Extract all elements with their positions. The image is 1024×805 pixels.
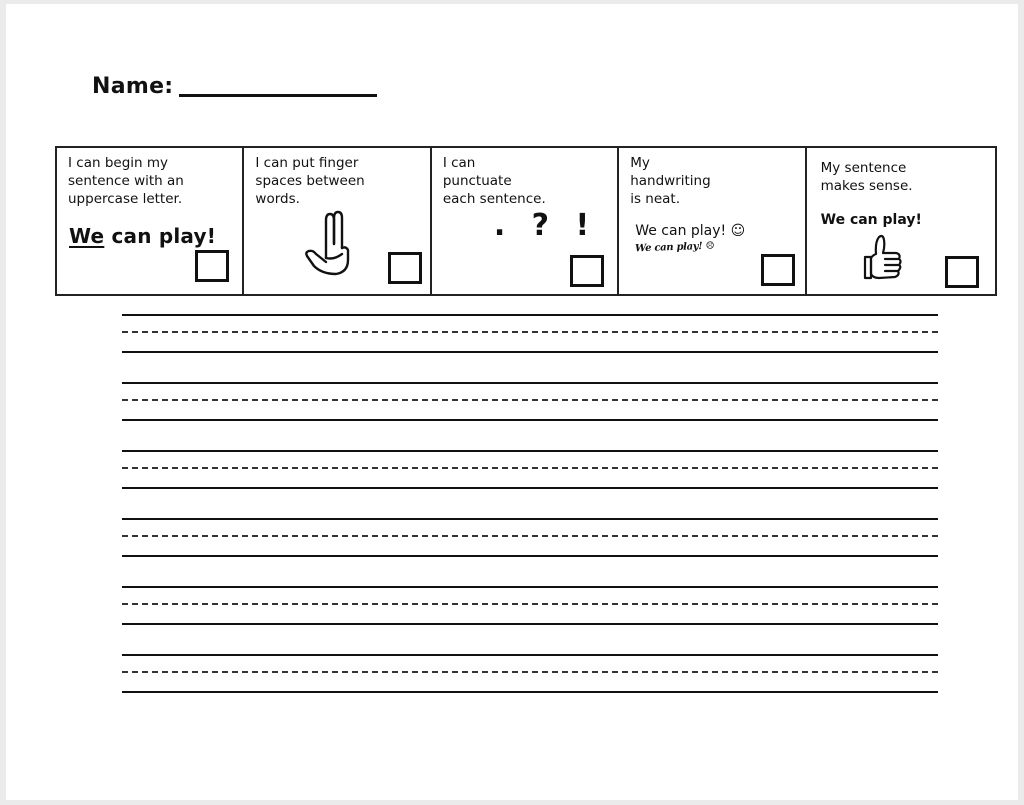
checkbox-punctuation[interactable] <box>570 255 604 287</box>
neat-example: We can play! ☺ <box>635 223 746 239</box>
handwriting-lines[interactable] <box>122 314 938 722</box>
messy-example: We can play! ☹ <box>635 240 715 255</box>
name-write-line[interactable] <box>179 94 377 97</box>
worksheet-page <box>6 4 1018 800</box>
rubric-text: My sentence makes sense. <box>820 160 913 194</box>
writing-line-set[interactable] <box>122 654 938 722</box>
rubric-text: I can punctuate each sentence. <box>442 155 546 207</box>
checkbox-handwriting[interactable] <box>761 254 795 286</box>
rubric-cell-uppercase <box>57 148 244 294</box>
rubric-cell-handwriting <box>619 148 806 294</box>
rubric-text: I can begin my sentence with an uppercase letter. <box>68 155 184 207</box>
writing-line-set[interactable] <box>122 314 938 382</box>
name-field <box>92 74 377 99</box>
rubric-cell-makes-sense <box>807 148 995 294</box>
checkbox-makes-sense[interactable] <box>945 256 979 288</box>
uppercase-example: We can play! <box>69 224 217 248</box>
name-label: Name: <box>92 74 174 99</box>
thumbs-up-icon <box>863 234 905 284</box>
finger-spaces-hand-icon <box>304 210 362 278</box>
sense-example: We can play! <box>820 212 922 228</box>
checkbox-uppercase[interactable] <box>195 250 229 282</box>
self-check-rubric <box>55 146 997 296</box>
punctuation-marks: . ? ! <box>493 208 598 243</box>
rubric-text: I can put finger spaces between words. <box>255 155 365 207</box>
rubric-text: My handwriting is neat. <box>630 155 711 207</box>
writing-line-set[interactable] <box>122 382 938 450</box>
writing-line-set[interactable] <box>122 450 938 518</box>
rubric-cell-punctuation <box>432 148 619 294</box>
writing-line-set[interactable] <box>122 586 938 654</box>
writing-line-set[interactable] <box>122 518 938 586</box>
rubric-cell-finger-spaces <box>244 148 431 294</box>
checkbox-finger-spaces[interactable] <box>388 252 422 284</box>
